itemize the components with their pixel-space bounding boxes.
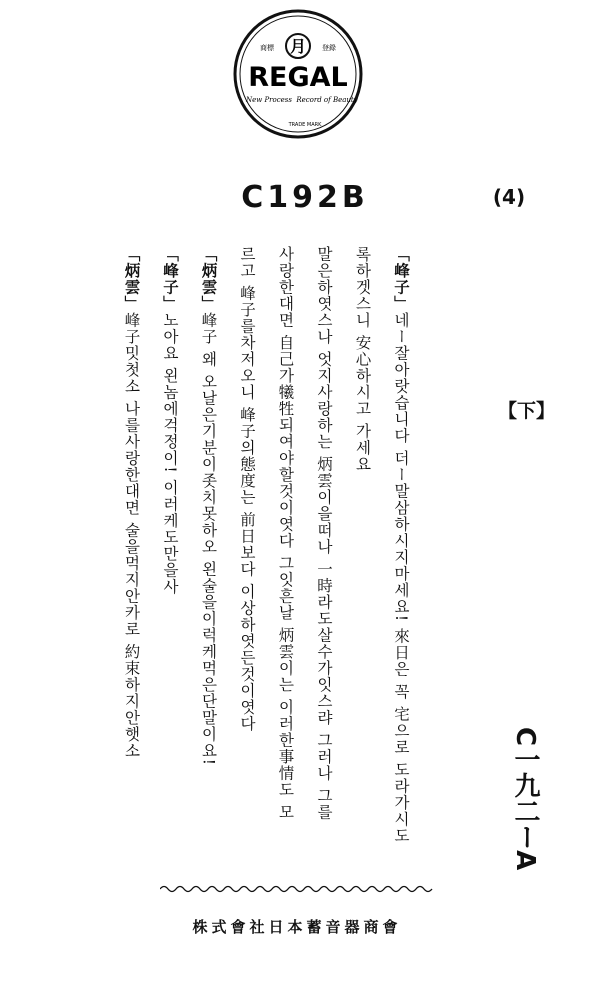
side-number: (4) [492, 185, 526, 209]
text-column [189, 246, 228, 896]
text-column [266, 246, 305, 896]
line-text: 네ー잘아랏습니다 더ー말삼하시지마세요! 來日은 꼭 宅으로 도라가시도 [392, 312, 410, 844]
regal-logo [233, 8, 363, 140]
text-column [305, 246, 344, 896]
text-column [151, 246, 190, 896]
speaker-label: 「峰子」 [161, 246, 180, 312]
line-text: 노아요 왼놈에걱정이! 이러케도만을사 [161, 312, 179, 596]
logo-small-right: 登錄 [322, 44, 336, 52]
logo-bottom: TRADE MARK [288, 122, 322, 128]
speaker-label: 「炳雲」 [122, 246, 142, 312]
line-text: 峰子밋첫소 나를사랑한대면 술을먹지안카로 約束하지안햇소 [122, 312, 141, 759]
side-label: 【下】 [498, 400, 556, 422]
text-column [228, 246, 267, 896]
line-text: 사랑한대면 自己가犧牲되여야할것이엿다 그잇흔날 炳雲이는 이러한事情도 모 [276, 246, 295, 821]
text-column [343, 246, 382, 896]
wavy-divider [160, 883, 434, 895]
logo-brand: REGAL [248, 62, 348, 93]
logo-tagline-right: Record of Beauty [296, 96, 358, 104]
side-code: C一九二ーA [510, 727, 540, 871]
lyrics-text [100, 246, 420, 896]
text-column [112, 246, 151, 896]
line-text: 峰子 왜 오날은기분이좃치못하오 왼술을이럭케먹은단말이요! [199, 312, 218, 767]
logo-small-left: 商標 [260, 44, 274, 52]
speaker-label: 「峰子」 [392, 246, 411, 312]
text-column [382, 246, 421, 896]
logo-center-char: 月 [289, 37, 307, 56]
line-text: 록하겟스니 安心하시고 가세요 [353, 246, 372, 473]
line-text: 말은하엿스나 엇지사랑하는 炳雲이을떠나 一時라도살수가잇스랴 그러나 그를 [315, 246, 333, 821]
logo-tagline-left: New Process [245, 96, 293, 104]
line-text: 르고 峰子를차저오니 峰子의態度는 前日보다 이상하엿든것이엿다 [238, 246, 256, 732]
record-code: C192B [241, 180, 369, 215]
speaker-label: 「炳雲」 [199, 246, 219, 312]
publisher-footer: 株式會社日本蓄音器商會 [192, 918, 402, 936]
